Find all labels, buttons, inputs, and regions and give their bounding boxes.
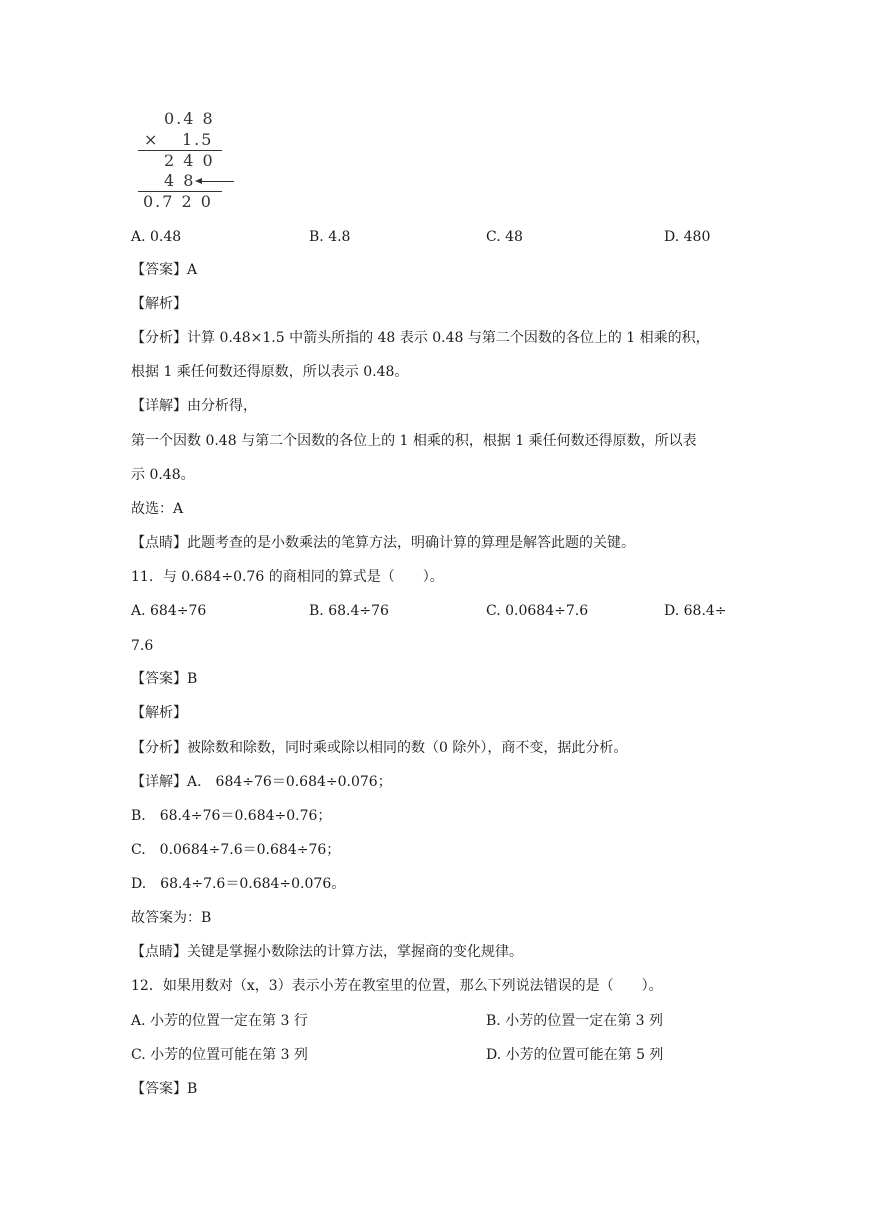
q11-dianjing: 【点睛】关键是掌握小数除法的计算方法，掌握商的变化规律。	[131, 944, 523, 960]
mult-row-1: 0.4 8	[164, 109, 215, 128]
q12-option-a: A. 小芳的位置一定在第 3 行	[131, 1013, 308, 1029]
q10-option-a: A. 0.48	[131, 229, 182, 245]
q11-detail-d: D. 68.4÷7.6＝0.684÷0.076。	[131, 876, 346, 892]
q10-detail-line-2: 示 0.48。	[131, 467, 195, 483]
mult-row-4: 4 8	[164, 171, 196, 190]
q11-answer: 【答案】B	[131, 671, 198, 687]
q10-dianjing: 【点睛】此题考查的是小数乘法的笔算方法，明确计算的算理是解答此题的关键。	[131, 535, 635, 551]
q11-option-d-cont: 7.6	[131, 638, 154, 654]
q10-answer: 【答案】A	[131, 262, 198, 278]
q11-option-c: C. 0.0684÷7.6	[486, 603, 589, 619]
q10-option-c: C. 48	[486, 229, 523, 245]
q11-fenxi: 【分析】被除数和除数，同时乘或除以相同的数（0 除外），商不变，据此分析。	[131, 740, 628, 756]
q11-question: 11．与 0.684÷0.76 的商相同的算式是（ ）。	[131, 569, 444, 585]
q10-jiexi: 【解析】	[131, 296, 187, 312]
q11-option-b: B. 68.4÷76	[309, 603, 389, 619]
q10-fenxi-line-1: 【分析】计算 0.48×1.5 中箭头所指的 48 表示 0.48 与第二个因数的各位上的 1 相乘的积，	[131, 330, 710, 346]
q12-option-c: C. 小芳的位置可能在第 3 列	[131, 1047, 308, 1063]
mult-row-2: 1.5	[182, 130, 214, 149]
q12-question: 12．如果用数对（x，3）表示小芳在教室里的位置，那么下列说法错误的是（ ）。	[131, 978, 663, 994]
mult-row-5: 0.7 2 0	[143, 192, 213, 211]
q12-answer: 【答案】B	[131, 1081, 198, 1097]
q10-option-d: D. 480	[664, 229, 711, 245]
q11-jiexi: 【解析】	[131, 705, 187, 721]
times-sign: ×	[144, 130, 158, 149]
arrow-line	[200, 181, 234, 182]
q12-option-b: B. 小芳的位置一定在第 3 列	[486, 1013, 663, 1029]
q11-detail-c: C. 0.0684÷7.6＝0.684÷76；	[131, 842, 341, 858]
q12-option-d: D. 小芳的位置可能在第 5 列	[486, 1047, 664, 1063]
q11-detail-b: B. 68.4÷76＝0.684÷0.76；	[131, 808, 332, 824]
q10-conclusion: 故选：A	[131, 501, 184, 517]
q10-xiangjie: 【详解】由分析得，	[131, 398, 257, 414]
q11-detail-a: 【详解】A. 684÷76＝0.684÷0.076；	[131, 774, 392, 790]
q11-option-d: D. 68.4÷	[664, 603, 727, 619]
mult-row-3: 2 4 0	[164, 151, 215, 170]
q10-option-b: B. 4.8	[309, 229, 351, 245]
q10-detail-line-1: 第一个因数 0.48 与第二个因数的各位上的 1 相乘的积，根据 1 乘任何数还得原数，所以表	[131, 433, 697, 449]
q11-option-a: A. 684÷76	[131, 603, 207, 619]
q10-fenxi-line-2: 根据 1 乘任何数还得原数，所以表示 0.48。	[131, 364, 409, 380]
arrow-icon	[195, 178, 202, 184]
q11-conclusion: 故答案为：B	[131, 910, 212, 926]
